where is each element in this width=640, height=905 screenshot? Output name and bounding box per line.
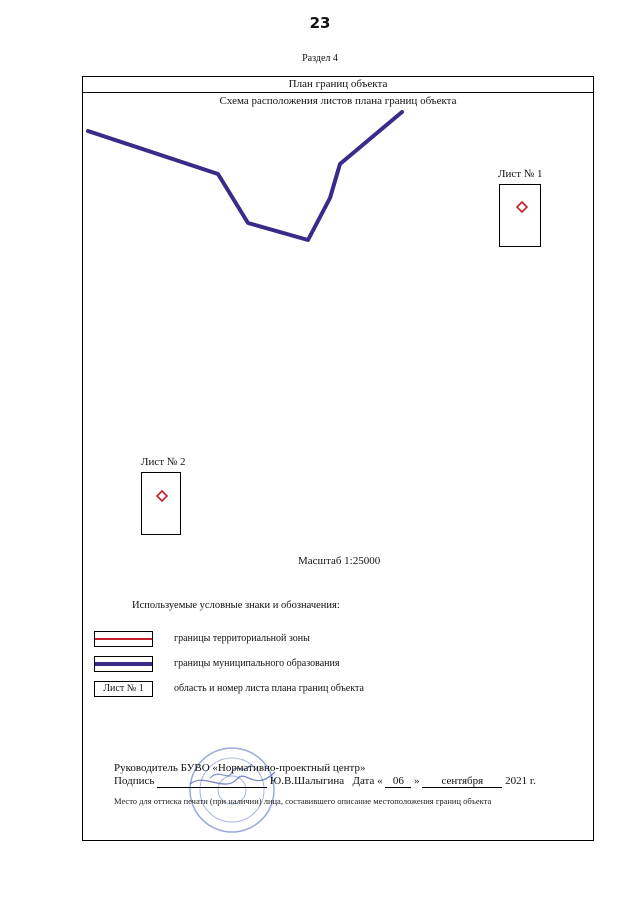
legend-text-municipal: границы муниципального образования: [174, 658, 340, 669]
scheme-title: Схема расположения листов плана границ объекта: [219, 95, 457, 107]
legend-swatch-zone: [94, 631, 153, 647]
sheet-2-label: Лист № 2: [141, 456, 186, 468]
sheet-1-box[interactable]: [499, 184, 541, 247]
sheet-1-zone-icon: [500, 185, 540, 246]
plan-title: План границ объекта: [82, 76, 594, 93]
signature-line: [114, 775, 536, 788]
legend-swatch-municipal: [94, 656, 153, 672]
stamp-seal-icon: [180, 742, 290, 837]
date-year: 2021 г.: [505, 775, 536, 787]
page-number: 23: [309, 14, 331, 32]
signature-organization: Руководитель БУВО «Нормативно-проектный центр»: [114, 762, 366, 774]
signature-field: [157, 775, 267, 788]
sheet-2-box[interactable]: [141, 472, 181, 535]
legend-swatch-sheet: [94, 681, 153, 697]
sheet-2-zone-icon: [142, 473, 180, 534]
date-label: Дата «: [352, 775, 383, 787]
section-label: Раздел 4: [302, 53, 338, 64]
legend-title: Используемые условные знаки и обозначения:: [132, 600, 340, 611]
red-line-icon: [95, 638, 152, 640]
sheet-1-label: Лист № 1: [498, 168, 543, 180]
legend-sheet-label: Лист № 1: [103, 683, 144, 694]
scale-label: Масштаб 1:25000: [298, 555, 381, 567]
legend-text-sheet: область и номер листа плана границ объекта: [174, 683, 364, 694]
legend-text-zone: границы территориальной зоны: [174, 633, 310, 644]
signer-name: Ю.В.Шалыгина: [269, 775, 345, 787]
date-quote-close: »: [414, 775, 420, 787]
date-day: 06: [385, 775, 411, 788]
municipal-boundary-line: [88, 112, 402, 240]
sign-label: Подпись: [114, 775, 155, 787]
stamp-place-note: Место для оттиска печати (при наличии) лица, составившего описание местоположения границ объекта: [114, 796, 492, 806]
date-month: сентября: [422, 775, 502, 788]
blue-line-icon: [95, 662, 152, 666]
